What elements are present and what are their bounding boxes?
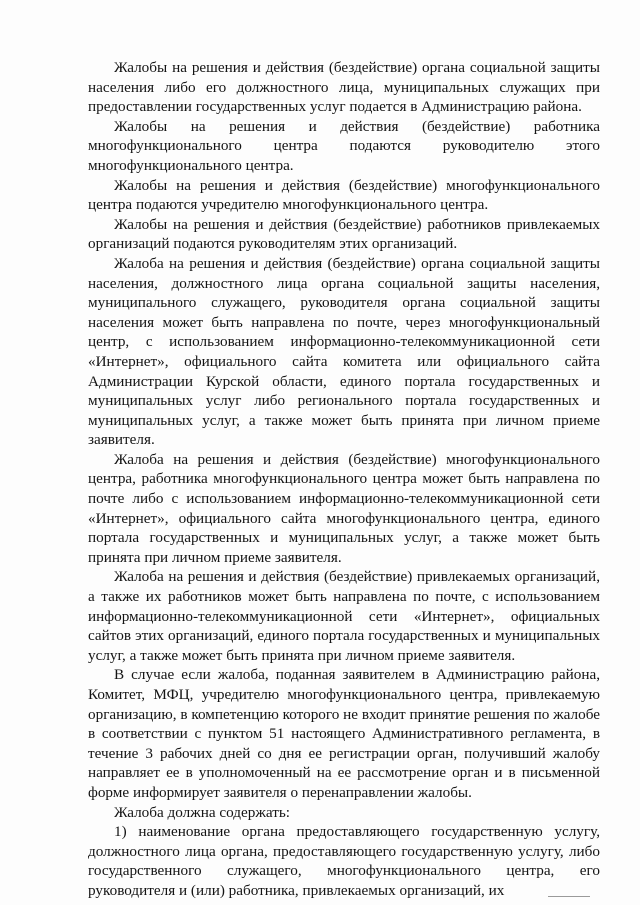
paragraph-complaints-to-mfc-head: Жалобы на решения и действия (бездействие) работника многофункционального центра подаются руководителю этого многофункционального центра. xyxy=(88,117,600,174)
paragraph-complaints-to-organizations: Жалобы на решения и действия (бездействие) работников привлекаемых организаций подаются руководителям этих организаций. xyxy=(88,215,600,253)
paragraph-mfc-channels: Жалоба на решения и действия (бездействие) многофункционального центра, работника многофункционального центра может быть направлена по почте либо с использованием информационно-телекоммуникационной сети «Интернет», официального сайта многофункционального центра, единого портала государственных и муниципальных услуг, а также может быть принята при личном приеме заявителя. xyxy=(88,450,600,566)
paragraph-complaint-content-heading: Жалоба должна содержать: xyxy=(114,803,290,821)
document-body xyxy=(88,58,600,901)
scan-edge-mark xyxy=(548,896,590,897)
paragraph-organizations-channels: Жалоба на решения и действия (бездействие) привлекаемых организаций, а также их работников может быть направлена по почте, с использованием информационно-телекоммуникационной сети «Интернет», официальных сайтов этих организаций, единого портала государственных и муниципальных услуг, а также может быть принята при личном приеме заявителя. xyxy=(88,568,600,664)
paragraph-social-protection-channels: Жалоба на решения и действия (бездействие) органа социальной защиты населения, должностного лица органа социальной защиты населения, муниципального служащего, руководителя органа социальной защиты населения может быть направлена по почте, через многофункциональный центр, с использованием информационно-телекоммуникационной сети «Интернет», официального сайта комитета или официального сайта Администрации Курской области, единого портала государственных и муниципальных услуг либо регионального портала государственных и муниципальных услуг, а также может быть принята при личном приеме заявителя. xyxy=(88,254,600,449)
paragraph-complaints-to-mfc-founder: Жалобы на решения и действия (бездействие) многофункционального центра подаются учредителю многофункционального центра. xyxy=(88,176,600,214)
paragraph-complaints-to-administration: Жалобы на решения и действия (бездействие) органа социальной защиты населения либо его должностного лица, муниципальных служащих при предоставлении государственных услуг подается в Администрацию района. xyxy=(88,59,600,116)
paragraph-complaint-item-1: 1) наименование органа предоставляющего государственную услугу, должностного лица органа, предоставляющего государственную услугу, либо государственного служащего, многофункционального центра, его руководителя и (или) работника, привлекаемых организаций, их xyxy=(88,823,600,899)
paragraph-redirect-rule: В случае если жалоба, поданная заявителем в Администрацию района, Комитет, МФЦ, учредителю многофункционального центра, привлекаемую организацию, в компетенцию которого не входит принятие решения по жалобе в соответствии с пунктом 51 настоящего Административного регламента, в течение 3 рабочих дней со дня ее регистрации орган, получивший жалобу направляет ее в уполномоченный на ее рассмотрение орган и в письменной форме информирует заявителя о перенаправлении жалобы. xyxy=(88,666,600,801)
